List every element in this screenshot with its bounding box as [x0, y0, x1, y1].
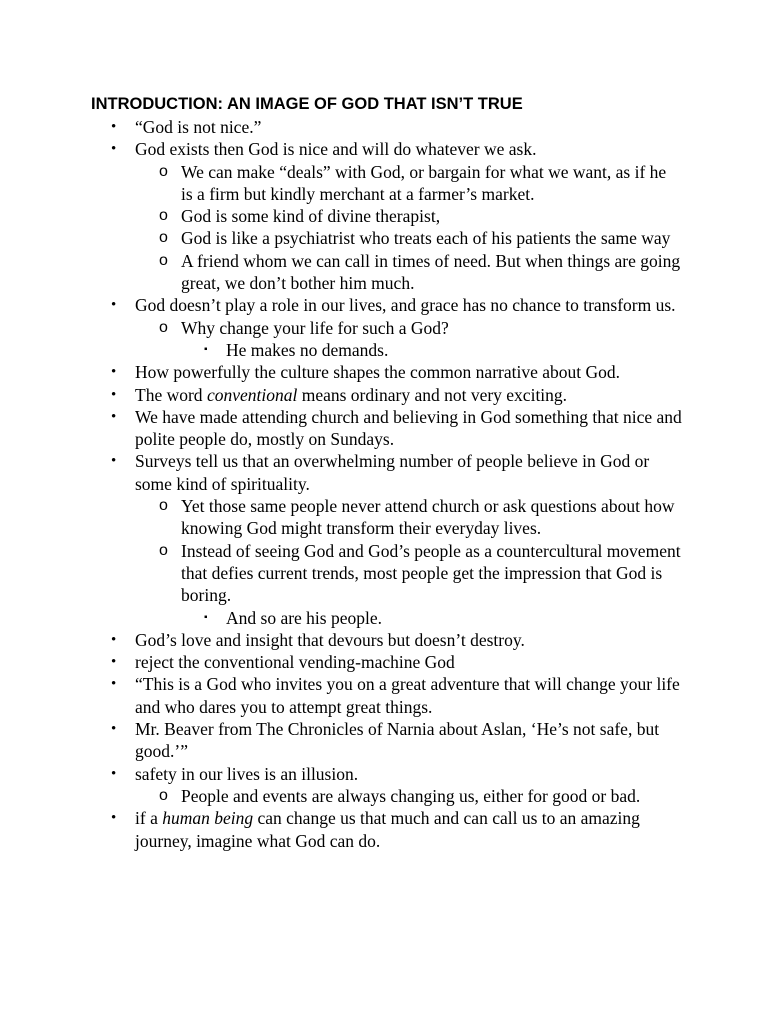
- bullet-marker: •: [111, 297, 117, 314]
- bullet-marker: •: [111, 141, 117, 158]
- list-item-text: Surveys tell us that an overwhelming number of people believe in God or some kind of spirituality.: [135, 451, 650, 494]
- list-item-text: He makes no demands.: [226, 339, 389, 360]
- text-run: The word: [135, 384, 207, 405]
- list-item: [0, 138, 685, 160]
- list-item: [0, 607, 676, 629]
- list-item-text: Mr. Beaver from The Chronicles of Narnia about Aslan, ‘He’s not safe, but good.’”: [135, 719, 660, 762]
- bullet-outline: [0, 116, 768, 852]
- list-item-text: We have made attending church and believing in God something that nice and polite people do, mostly on Sundays.: [135, 406, 682, 450]
- text-run: can change us that much and can call us to an amazing journey, imagine what God can do.: [135, 808, 640, 851]
- sub-bullet-marker: o: [159, 207, 168, 225]
- list-item-text: Yet those same people never attend church or ask questions about how knowing God might transform their everyday lives.: [181, 496, 675, 539]
- text-run: if a: [135, 808, 163, 829]
- bullet-marker: •: [111, 119, 117, 135]
- list-item: [0, 294, 685, 316]
- list-item: [0, 785, 681, 807]
- list-item: [0, 718, 685, 763]
- bullet-marker: •: [111, 721, 117, 738]
- sub-bullet-marker: o: [159, 541, 168, 559]
- list-item: [0, 450, 685, 495]
- list-item-text: We can make “deals” with God, or bargain for what we want, as if he is a firm but kindly merchant at a farmer’s market.: [181, 161, 667, 204]
- list-item: [0, 227, 681, 249]
- bullet-marker: •: [111, 765, 117, 782]
- sub-bullet-marker: o: [159, 229, 168, 247]
- sub-bullet-marker: o: [159, 497, 168, 515]
- list-item: [0, 406, 685, 451]
- section-heading: INTRODUCTION: AN IMAGE OF GOD THAT ISN’T TRUE: [91, 95, 523, 113]
- list-item-text: How powerfully the culture shapes the common narrative about God.: [135, 362, 621, 383]
- bullet-marker: •: [111, 676, 117, 693]
- sub-bullet-marker: o: [159, 786, 168, 804]
- square-bullet-marker: ▪: [204, 611, 208, 623]
- bullet-marker: •: [111, 631, 117, 648]
- bullet-marker: •: [111, 654, 117, 671]
- list-item: [0, 116, 685, 138]
- bullet-marker: •: [111, 386, 117, 403]
- list-item: [0, 540, 681, 607]
- list-item: [0, 651, 685, 673]
- list-item-text: And so are his people.: [226, 607, 383, 628]
- list-item: [0, 384, 685, 406]
- list-item-text: A friend whom we can call in times of need. But when things are going great, we don’t bother him much.: [181, 250, 681, 294]
- list-item: [0, 629, 685, 651]
- list-item: [0, 807, 685, 852]
- list-item-text: God exists then God is nice and will do whatever we ask.: [135, 139, 537, 160]
- list-item-text: safety in our lives is an illusion.: [135, 763, 359, 784]
- list-item: [0, 250, 681, 295]
- list-item-text: Instead of seeing God and God’s people as a countercultural movement that defies current trends, most people get the impression that God is boring.: [181, 540, 681, 606]
- list-item-text: God is some kind of divine therapist,: [181, 206, 441, 227]
- list-item: [0, 495, 681, 540]
- list-item: [0, 161, 681, 206]
- list-item-text: God’s love and insight that devours but doesn’t destroy.: [135, 629, 525, 650]
- sub-bullet-marker: o: [159, 251, 168, 269]
- list-item-text: People and events are always changing us, either for good or bad.: [181, 785, 641, 806]
- square-bullet-marker: ▪: [204, 343, 208, 355]
- emphasized-word: conventional: [206, 384, 298, 405]
- list-item-text: reject the conventional vending-machine God: [135, 652, 455, 673]
- list-item: [0, 361, 685, 383]
- list-item: [0, 763, 685, 785]
- list-item-text: “God is not nice.”: [135, 117, 262, 137]
- bullet-marker: •: [111, 453, 117, 470]
- list-item-text: God doesn’t play a role in our lives, and grace has no chance to transform us.: [135, 295, 676, 316]
- bullet-marker: •: [111, 408, 117, 425]
- bullet-marker: •: [111, 364, 117, 381]
- list-item-text: “This is a God who invites you on a great adventure that will change your life and who dares you to attempt great things.: [135, 674, 680, 717]
- list-item: [0, 673, 685, 718]
- list-item: [0, 317, 681, 339]
- bullet-marker: •: [111, 810, 117, 827]
- list-item-text: [135, 807, 685, 852]
- emphasized-word: human being: [162, 808, 254, 829]
- list-item: [0, 205, 681, 227]
- sub-bullet-marker: o: [159, 318, 168, 336]
- text-run: means ordinary and not very exciting.: [297, 384, 568, 405]
- list-item-text: God is like a psychiatrist who treats each of his patients the same way: [181, 228, 671, 249]
- list-item-text: [135, 384, 685, 406]
- list-item: [0, 339, 676, 361]
- sub-bullet-marker: o: [159, 162, 168, 180]
- list-item-text: Why change your life for such a God?: [181, 317, 449, 338]
